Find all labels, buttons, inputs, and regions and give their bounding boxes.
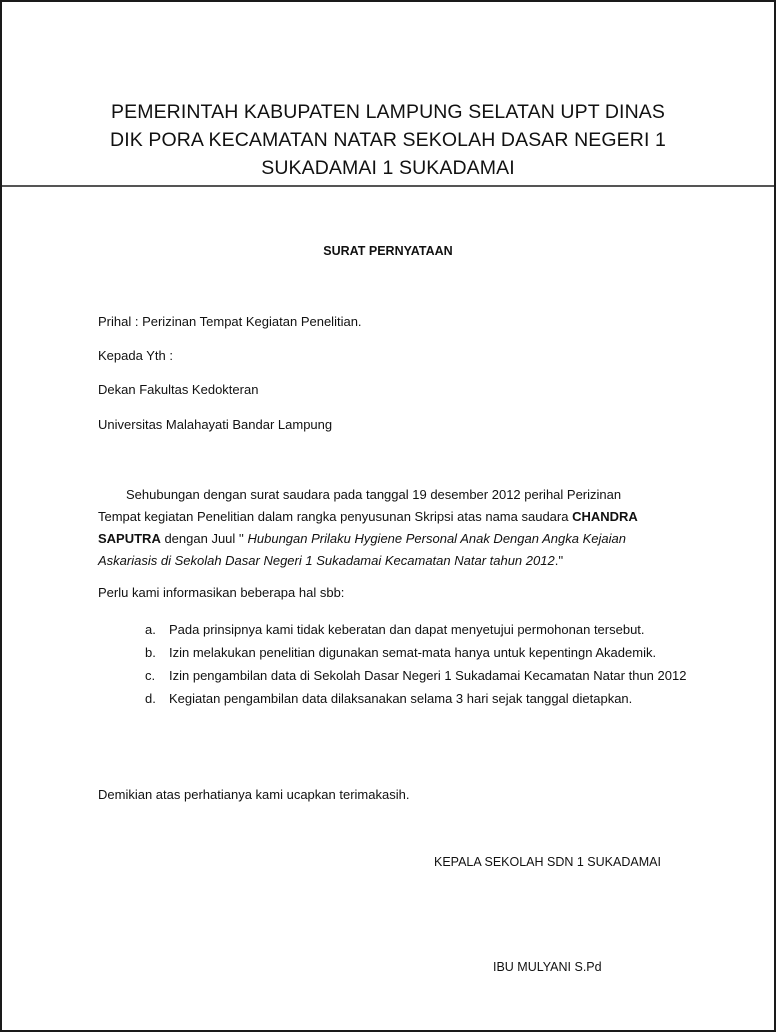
list-marker: c. <box>145 668 156 683</box>
body-line-1: Sehubungan dengan surat saudara pada tanggal 19 desember 2012 perihal Perizinan <box>126 487 622 502</box>
signatory-position: KEPALA SEKOLAH SDN 1 SUKADAMAI <box>434 855 661 869</box>
list-item <box>145 665 705 686</box>
list-item <box>145 619 705 640</box>
letterhead-line-3: SUKADAMAI 1 SUKADAMAI <box>261 157 515 179</box>
document-title: SURAT PERNYATAAN <box>323 244 453 258</box>
list-item <box>145 688 705 709</box>
research-title-part-2: Askariasis di Sekolah Dasar Negeri 1 Sukadamai Kecamatan Natar tahun 2012 <box>98 553 555 568</box>
body-line-3-text: dengan Juul '' <box>160 531 248 546</box>
body-line-3 <box>98 528 688 550</box>
body-line-2 <box>98 506 688 528</box>
closing-line: Demikian atas perhatianya kami ucapkan terimakasih. <box>98 787 410 802</box>
signatory-name: IBU MULYANI S.Pd <box>493 960 602 974</box>
list-marker: b. <box>145 645 156 660</box>
list-marker: a. <box>145 622 156 637</box>
body-line-4-end: .'' <box>554 553 564 568</box>
applicant-name-part-1: CHANDRA <box>572 509 638 524</box>
list-item-text: Pada prinsipnya kami tidak keberatan dan dapat menyetujui permohonan tersebut. <box>169 622 645 637</box>
list-marker: d. <box>145 691 156 706</box>
list-item-text: Izin pengambilan data di Sekolah Dasar Negeri 1 Sukadamai Kecamatan Natar thun 2012 <box>169 668 687 683</box>
body-paragraph <box>98 484 688 572</box>
addressee-label: Kepada Yth : <box>98 348 173 363</box>
info-intro: Perlu kami informasikan beberapa hal sbb: <box>98 585 345 600</box>
applicant-name-part-2: SAPUTRA <box>98 531 161 546</box>
list-item-text: Kegiatan pengambilan data dilaksanakan selama 3 hari sejak tanggal dietapkan. <box>169 691 633 706</box>
letterhead <box>2 98 774 182</box>
recipient-line-2: Universitas Malahayati Bandar Lampung <box>98 417 333 432</box>
subject-line: Prihal : Perizinan Tempat Kegiatan Penelitian. <box>98 314 362 329</box>
conditions-list <box>145 619 705 711</box>
letterhead-line-2: DIK PORA KECAMATAN NATAR SEKOLAH DASAR NEGERI 1 <box>110 129 666 151</box>
recipient-line-1: Dekan Fakultas Kedokteran <box>98 382 259 397</box>
list-item-text: Izin melakukan penelitian digunakan semat-mata hanya untuk kepentingn Akademik. <box>169 645 657 660</box>
letterhead-line-1: PEMERINTAH KABUPATEN LAMPUNG SELATAN UPT DINAS <box>111 101 665 123</box>
research-title-part-1: Hubungan Prilaku Hygiene Personal Anak Dengan Angka Kejaian <box>247 531 626 546</box>
letterhead-divider <box>2 185 774 187</box>
list-item <box>145 642 705 663</box>
body-line-2-text: Tempat kegiatan Penelitian dalam rangka penyusunan Skripsi atas nama saudara <box>98 509 573 524</box>
body-line-4 <box>98 550 688 572</box>
